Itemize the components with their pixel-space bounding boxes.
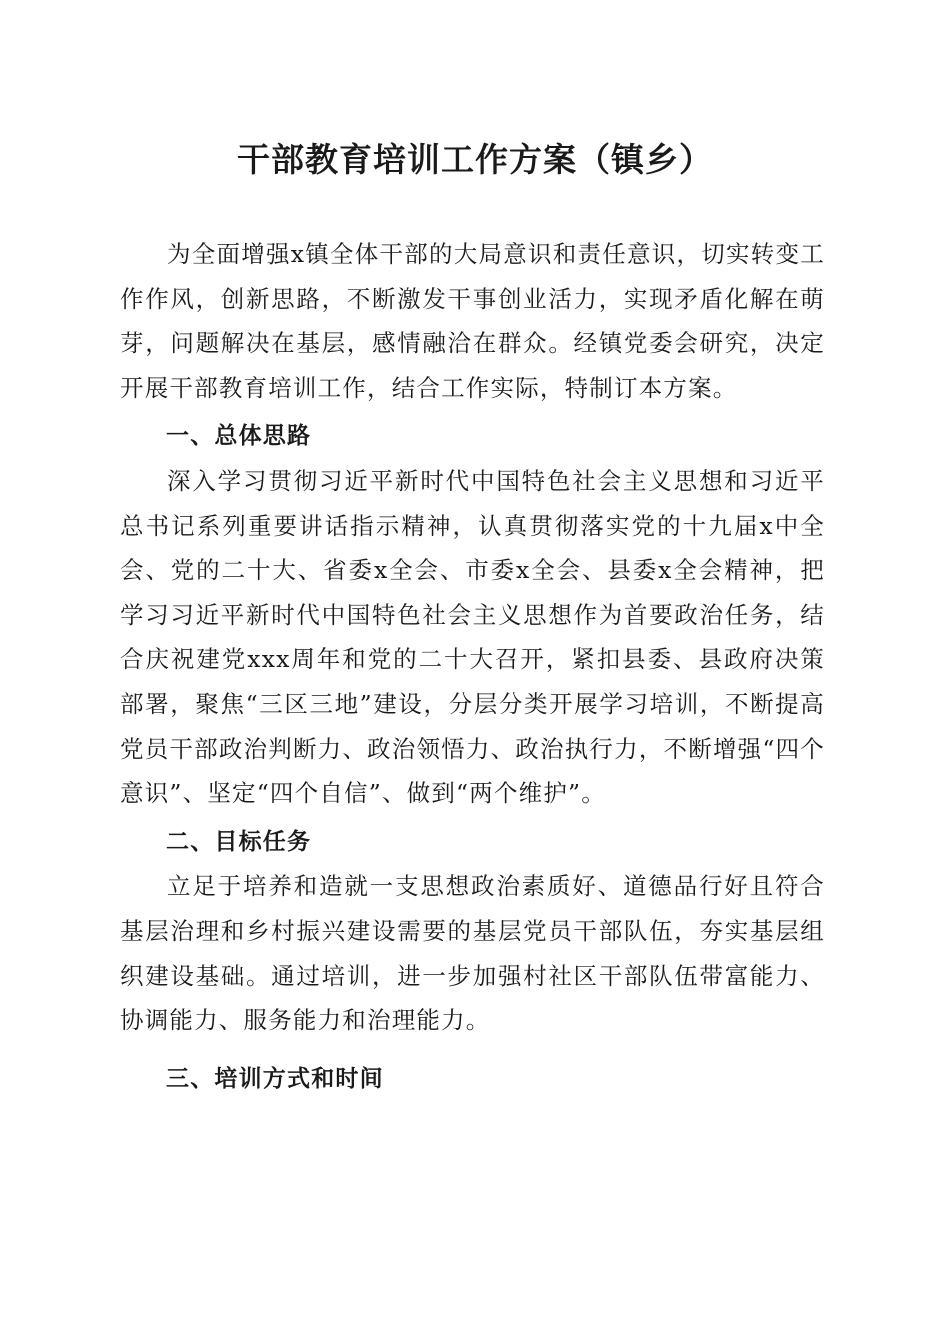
section-heading-goals-tasks: 二、目标任务 (166, 828, 312, 855)
intro-paragraph: 为全面增强x镇全体干部的大局意识和责任意识，切实转变工作作风，创新思路，不断激发干事创业活力，实现矛盾化解在萌芽，问题解决在基层，感情融洽在群众。经镇党委会研究，决定开展干部教育培训工作，结合工作实际，特制订本方案。 (120, 240, 825, 402)
section-paragraph-goals-tasks: 立足于培养和造就一支思想政治素质好、道德品行好且符合基层治理和乡村振兴建设需要的基层党员干部队伍，夯实基层组织建设基础。通过培训，进一步加强村社区干部队伍带富能力、协调能力、服务能力和治理能力。 (120, 872, 825, 1035)
document-title: 干部教育培训工作方案（镇乡） (237, 140, 713, 179)
section-heading-overall-approach: 一、总体思路 (166, 423, 312, 450)
section-paragraph-overall-approach: 深入学习贯彻习近平新时代中国特色社会主义思想和习近平总书记系列重要讲话指示精神，认真贯彻落实党的十九届x中全会、党的二十大、省委x全会、市委x全会、县委x全会精神，把学习习近平新时代中国特色社会主义思想作为首要政治任务，结合庆祝建党xxx周年和党的二十大召开，紧扣县委、县政府决策部署，聚焦“三区三地”建设，分层分类开展学习培训，不断提高党员干部政治判断力、政治领悟力、政治执行力，不断增强“四个意识”、坚定“四个自信”、做到“两个维护”。 (120, 466, 825, 808)
document-body (120, 232, 825, 1101)
section-heading-training-method-time: 三、培训方式和时间 (166, 1065, 384, 1092)
